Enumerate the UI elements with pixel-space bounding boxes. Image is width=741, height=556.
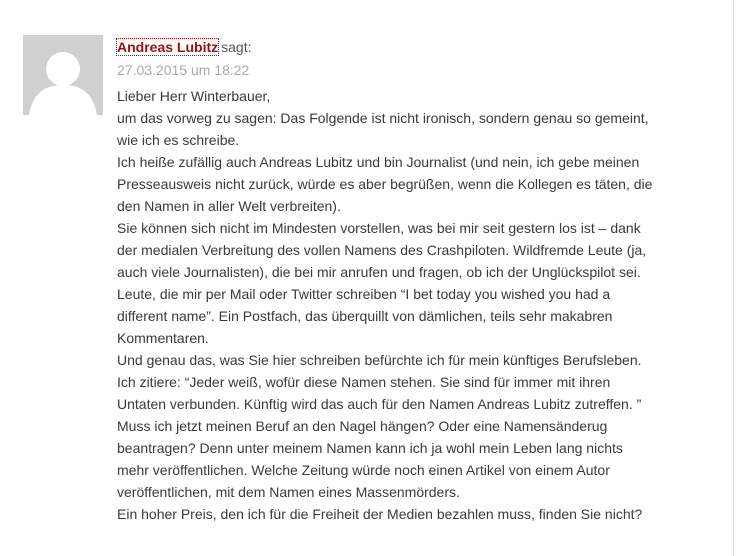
- comment-line: Sie können sich nicht im Mindesten vorstellen, was bei mir seit gestern los ist – dank: [117, 220, 641, 236]
- comment-line: different name”. Ein Postfach, das überquillt von dämlichen, teils sehr makabren: [117, 308, 613, 324]
- comment-line: den Namen in aller Welt verbreiten).: [117, 198, 341, 214]
- comment-line: wie ich es schreibe.: [117, 132, 240, 148]
- comment-line: der medialen Verbreitung des vollen Namens des Crashpiloten. Wildfremde Leute (ja,: [117, 242, 647, 258]
- comment-line: Leute, die mir per Mail oder Twitter schreiben “I bet today you wished you had a: [117, 286, 611, 302]
- says-label: sagt:: [221, 39, 252, 55]
- comment-date-link[interactable]: 27.03.2015 um 18:22: [117, 62, 250, 78]
- comment-line: Untaten verbunden. Künftig wird das auch für den Namen Andreas Lubitz zutreffen. ”: [117, 396, 642, 412]
- comment-line: Presseausweis nicht zurück, würde es aber begrüßen, wenn die Kollegen es täten, die: [117, 176, 653, 192]
- comment-line: Muss ich jetzt meinen Beruf an den Nagel hängen? Oder eine Namensänderug: [117, 418, 608, 434]
- comment-line: Lieber Herr Winterbauer,: [117, 88, 271, 104]
- comment-line: auch viele Journalisten), die bei mir anrufen und fragen, ob ich der Unglückspilot sei.: [117, 264, 641, 280]
- comment-line: um das vorweg zu sagen: Das Folgende ist nicht ironisch, sondern genau so gemeint,: [117, 110, 649, 126]
- author-link[interactable]: Andreas Lubitz: [117, 39, 219, 55]
- comment-meta: [117, 37, 251, 57]
- comment-line: mehr veröffentlichen. Welche Zeitung würde noch einen Artikel von einem Autor: [117, 462, 610, 478]
- comment-body: [117, 85, 657, 525]
- comment-line: Ich zitiere: “Jeder weiß, wofür diese Namen stehen. Sie sind für immer mit ihren: [117, 374, 611, 390]
- comment-line: Und genau das, was Sie hier schreiben befürchte ich für mein künftiges Berufsleben.: [117, 352, 642, 368]
- avatar: [23, 35, 103, 115]
- divider: [733, 0, 734, 556]
- comment-line: Kommentaren.: [117, 330, 209, 346]
- default-avatar-icon: [23, 35, 103, 115]
- comment-line: Ein hoher Preis, den ich für die Freiheit der Medien bezahlen muss, finden Sie nicht?: [117, 506, 643, 522]
- comment-line: Ich heiße zufällig auch Andreas Lubitz und bin Journalist (und nein, ich gebe meinen: [117, 154, 640, 170]
- comment-line: beantragen? Denn unter meinem Namen kann ich ja wohl mein Leben lang nichts: [117, 440, 623, 456]
- comment-line: veröffentlichen, mit dem Namen eines Massenmörders.: [117, 484, 460, 500]
